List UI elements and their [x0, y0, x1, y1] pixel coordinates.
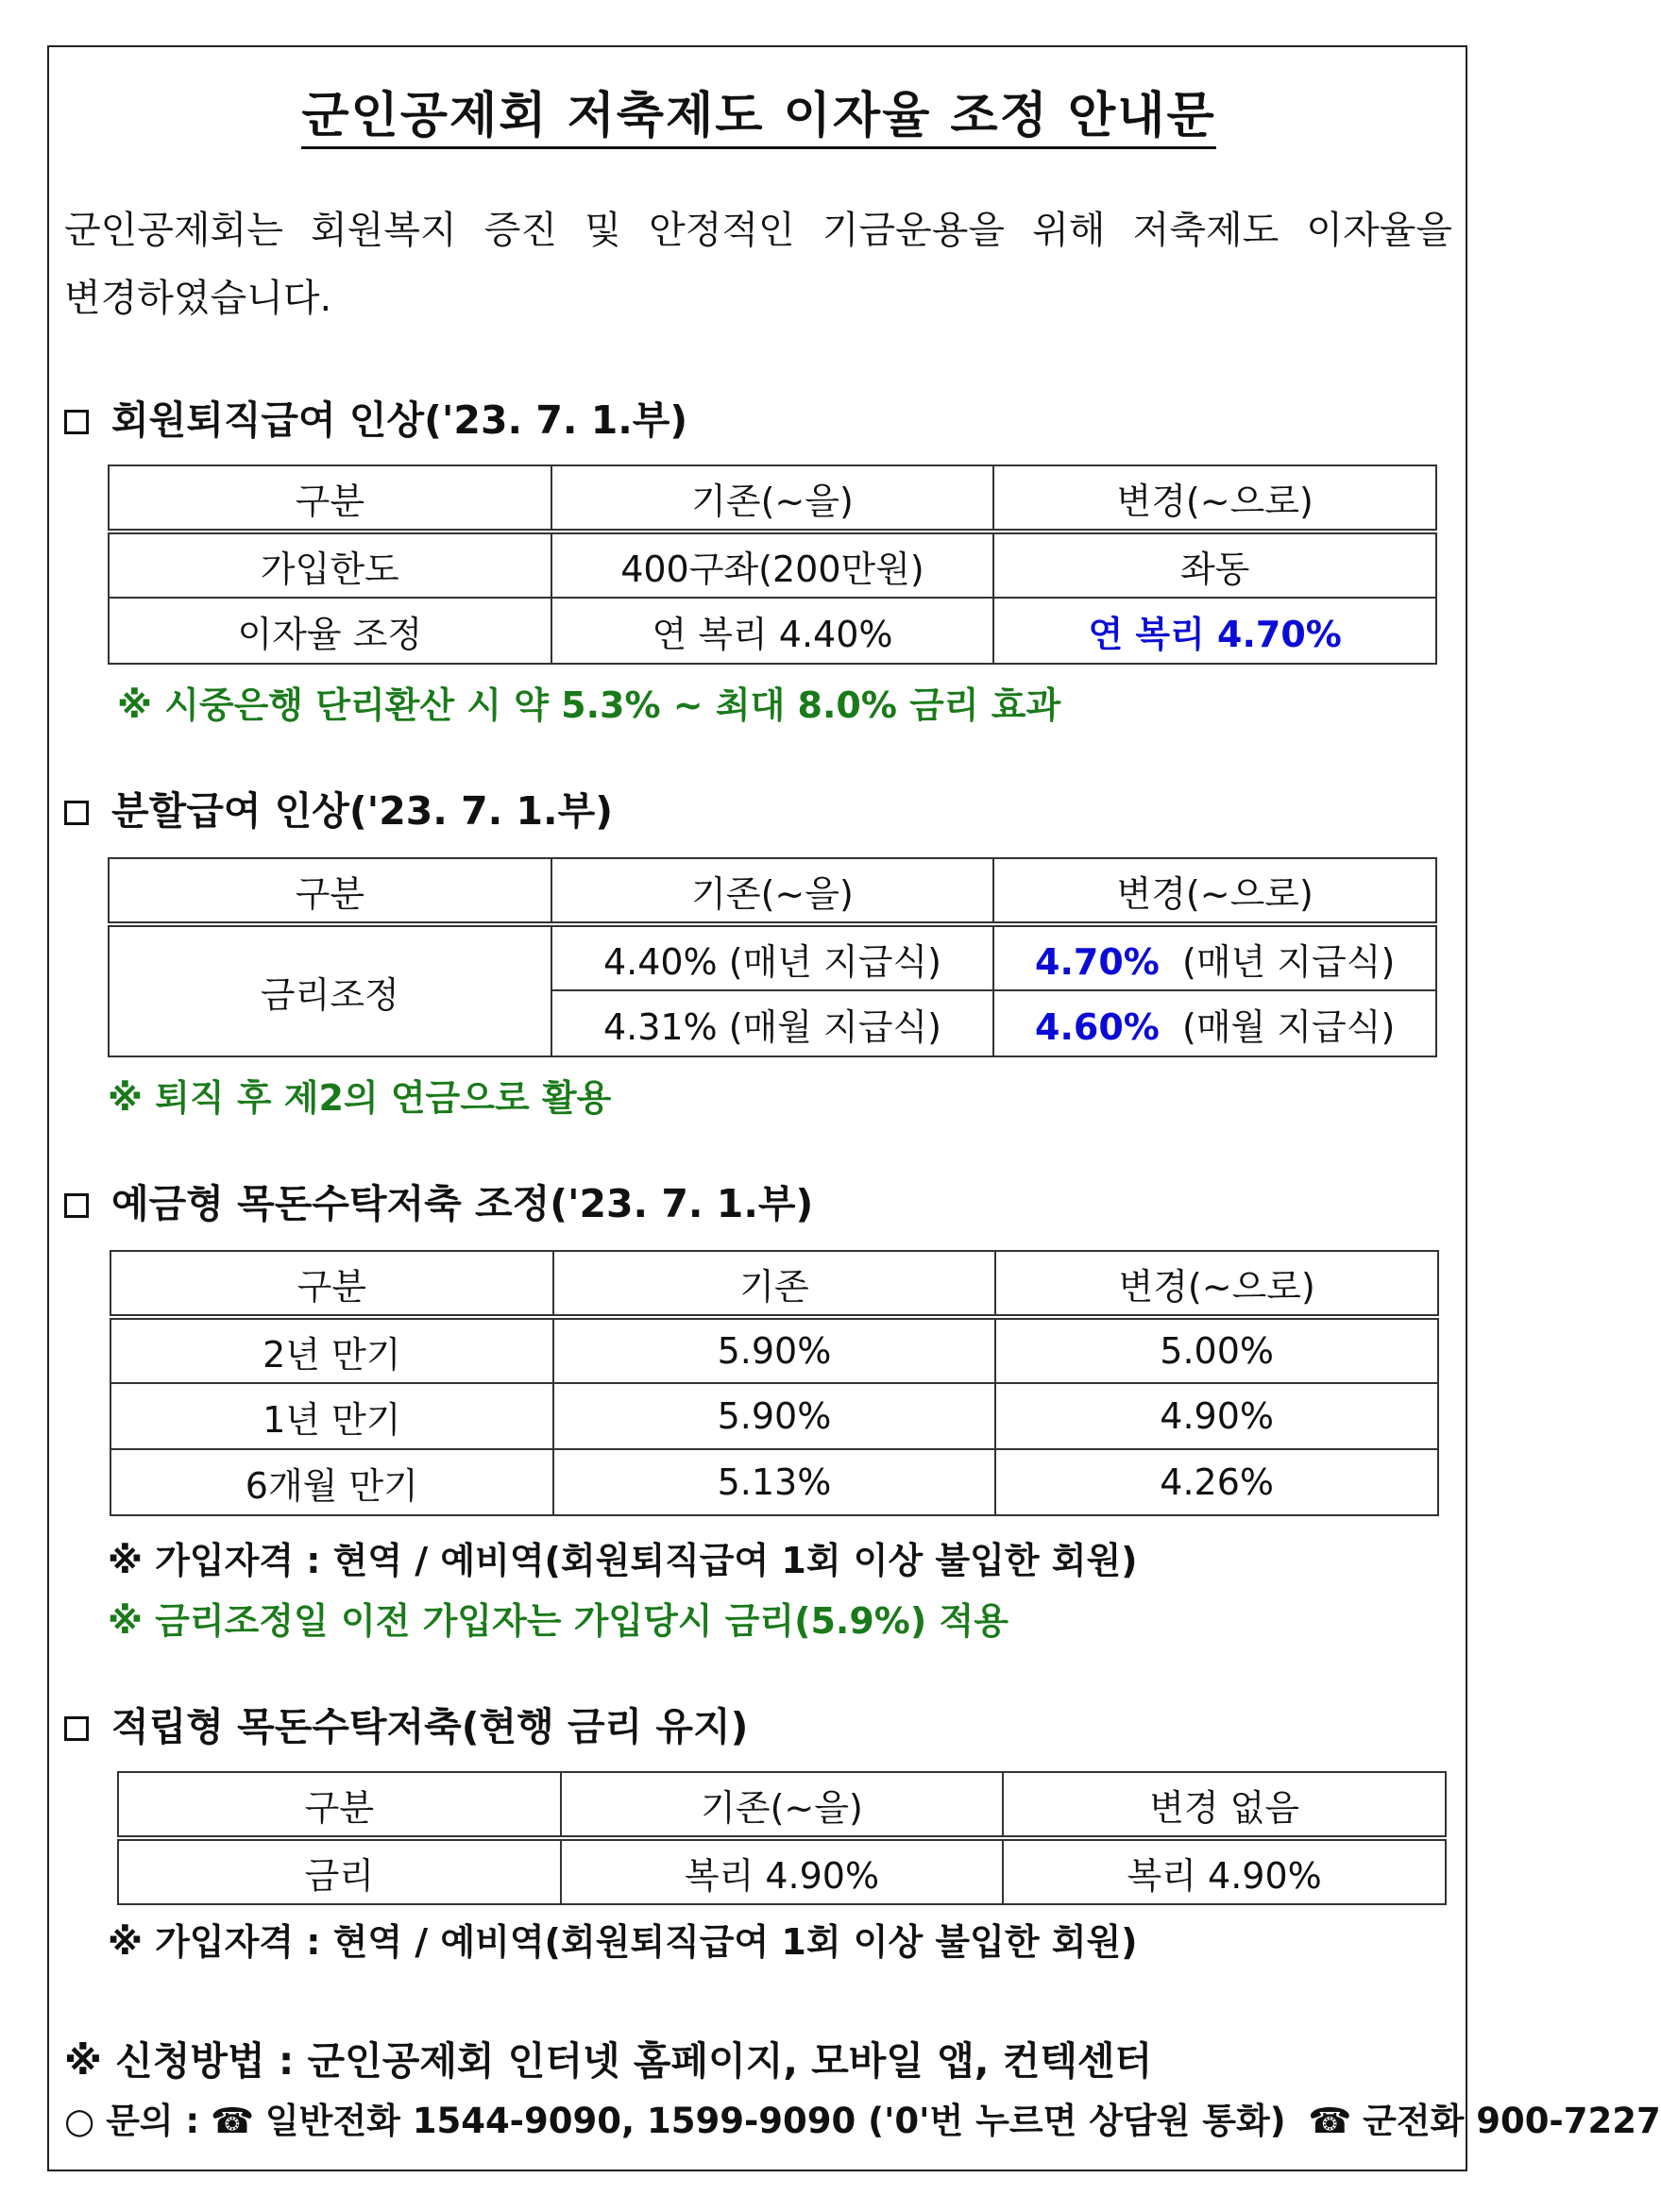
cell: 1년 만기 — [110, 1383, 553, 1449]
cell: 5.90% — [553, 1317, 996, 1383]
page-title: 군인공제회 저축제도 이자율 조정 안내문 — [0, 76, 1517, 146]
table-row — [110, 1383, 1438, 1449]
cell: 5.90% — [553, 1383, 996, 1449]
phone-icon: ☎ — [1308, 2101, 1352, 2141]
table-header-row — [110, 1251, 1438, 1317]
header-cell: 기존(~을) — [551, 465, 994, 532]
new-rate: 4.70% — [1035, 940, 1160, 983]
header-cell: 기존 — [553, 1251, 996, 1317]
rate-suffix: (매년 지급식) — [1182, 940, 1396, 983]
contact-info — [64, 2092, 1661, 2143]
general-phone: 일반전화 1544-9090, 1599-9090 ('0'번 누르면 상담원 통화) — [264, 2101, 1286, 2141]
deposit-rate-note: ※ 금리조정일 이전 가입자는 가입당시 금리(5.9%) 적용 — [108, 1600, 1008, 1642]
header-cell: 변경 없음 — [1003, 1772, 1446, 1838]
checkbox-square-icon — [64, 1716, 89, 1741]
retirement-table — [108, 464, 1437, 665]
checkbox-square-icon — [64, 410, 89, 434]
cell: 6개월 만기 — [110, 1449, 553, 1515]
cell: 연 복리 4.40% — [551, 598, 994, 664]
section-installment-heading: 적립형 목돈수탁저축(현행 금리 유지) — [64, 1696, 748, 1751]
cell: 5.00% — [995, 1317, 1438, 1383]
application-method: ※ 신청방법 : 군인공제회 인터넷 홈페이지, 모바일 앱, 컨텍센터 — [64, 2038, 1153, 2084]
installment-eligibility-note: ※ 가입자격 : 현역 / 예비역(회원퇴직급여 1회 이상 불입한 회원) — [108, 1921, 1138, 1963]
deposit-eligibility-note: ※ 가입자격 : 현역 / 예비역(회원퇴직급여 1회 이상 불입한 회원) — [108, 1540, 1138, 1581]
cell: 400구좌(200만원) — [551, 532, 994, 598]
header-cell: 구분 — [109, 465, 551, 532]
split-payment-note: ※ 퇴직 후 제2의 연금으로 활용 — [108, 1077, 612, 1119]
retirement-note: ※ 시중은행 단리환산 시 약 5.3% ~ 최대 8.0% 금리 효과 — [117, 684, 1061, 726]
intro-paragraph: 군인공제회는 회원복지 증진 및 안정적인 기금운용을 위해 저축제도 이자율을 변경하였습니다. — [64, 209, 1452, 320]
header-cell: 변경(~으로) — [993, 465, 1436, 532]
rate-suffix: (매월 지급식) — [1182, 1005, 1396, 1048]
table-header-row — [109, 858, 1436, 924]
cell: 금리 — [118, 1838, 561, 1904]
cell: 4.90% — [995, 1383, 1438, 1449]
new-rate: 4.60% — [1035, 1005, 1160, 1048]
cell: 2년 만기 — [110, 1317, 553, 1383]
header-cell: 구분 — [118, 1772, 561, 1838]
table-row — [109, 532, 1436, 598]
header-cell: 변경(~으로) — [995, 1251, 1438, 1317]
table-row — [109, 924, 1436, 990]
section-split-heading: 분할급여 인상('23. 7. 1.부) — [64, 780, 613, 836]
row-label-cell: 금리조정 — [109, 924, 551, 1056]
section-deposit-heading: 예금형 목돈수탁저축 조정('23. 7. 1.부) — [64, 1173, 813, 1228]
cell: 5.13% — [553, 1449, 996, 1515]
cell: 4.26% — [995, 1449, 1438, 1515]
section-retirement-heading: 회원퇴직급여 인상('23. 7. 1.부) — [64, 389, 687, 445]
table-header-row — [109, 465, 1436, 532]
installment-savings-table — [117, 1771, 1447, 1905]
bullet: ○ — [64, 2101, 95, 2141]
table-row — [118, 1838, 1446, 1904]
header-cell: 구분 — [109, 858, 551, 924]
cell — [993, 990, 1436, 1056]
cell: 이자율 조정 — [109, 598, 551, 664]
table-row — [110, 1449, 1438, 1515]
table-row — [110, 1317, 1438, 1383]
phone-icon: ☎ — [211, 2101, 255, 2141]
cell: 가입한도 — [109, 532, 551, 598]
cell: 좌동 — [993, 532, 1436, 598]
highlight-cell: 연 복리 4.70% — [993, 598, 1436, 664]
checkbox-square-icon — [64, 1193, 89, 1218]
header-cell: 변경(~으로) — [993, 858, 1436, 924]
header-cell: 구분 — [110, 1251, 553, 1317]
cell: 복리 4.90% — [561, 1838, 1004, 1904]
cell: 4.40% (매년 지급식) — [551, 924, 994, 990]
table-header-row — [118, 1772, 1446, 1838]
header-cell: 기존(~을) — [551, 858, 994, 924]
cell — [993, 924, 1436, 990]
contact-label: 문의 : — [106, 2101, 200, 2141]
header-cell: 기존(~을) — [561, 1772, 1004, 1838]
cell: 4.31% (매월 지급식) — [551, 990, 994, 1056]
cell: 복리 4.90% — [1003, 1838, 1446, 1904]
military-phone: 군전화 900-7227 — [1363, 2101, 1661, 2141]
checkbox-square-icon — [64, 801, 89, 825]
split-payment-table — [108, 857, 1437, 1057]
table-row — [109, 598, 1436, 664]
deposit-savings-table — [110, 1250, 1439, 1516]
